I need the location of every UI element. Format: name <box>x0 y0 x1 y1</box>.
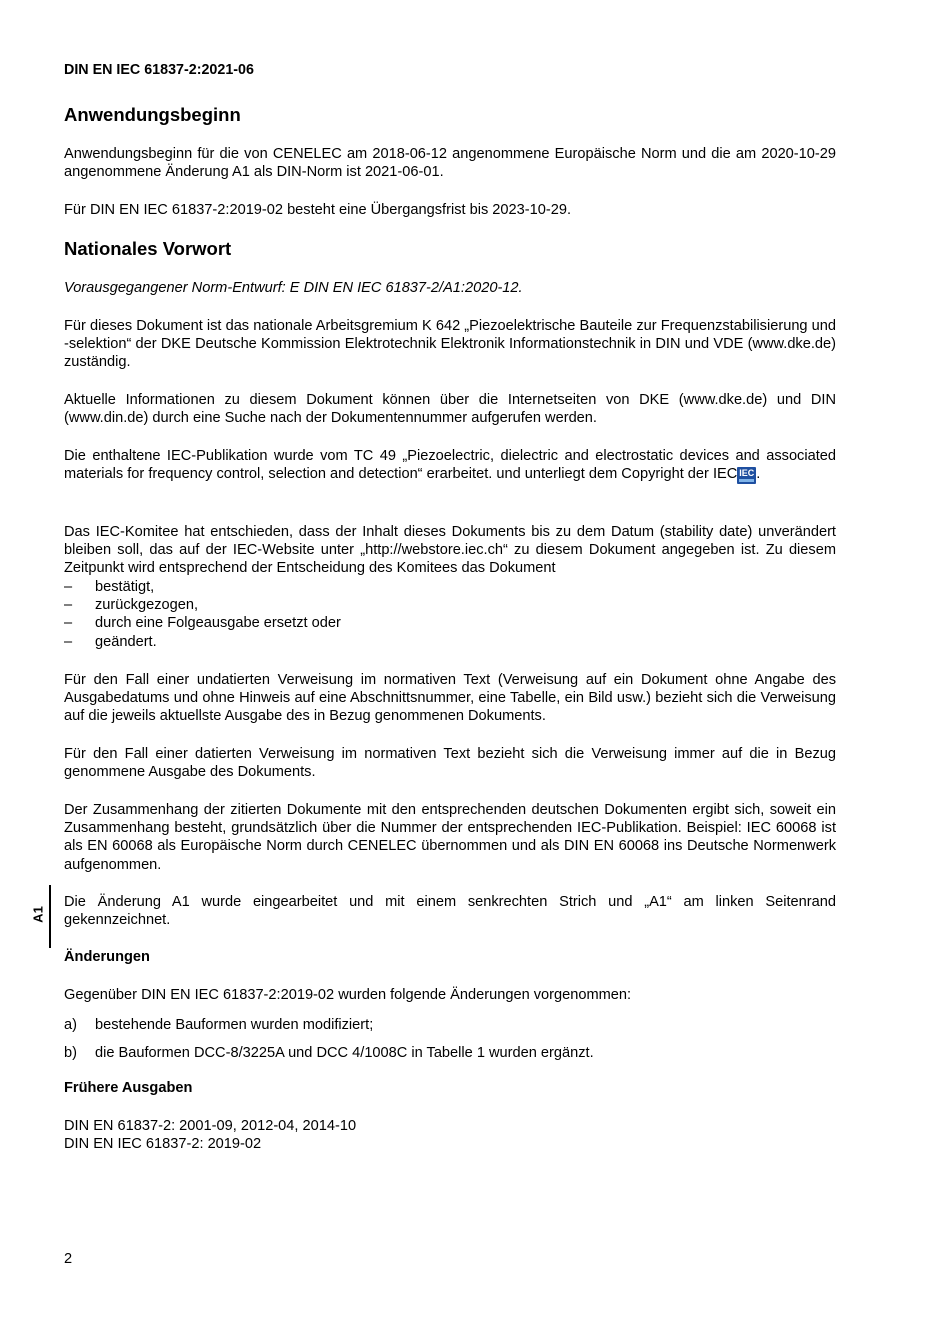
paragraph-uebergangsfrist: Für DIN EN IEC 61837-2:2019-02 besteht eine Übergangsfrist bis 2023-10-29. <box>64 202 572 218</box>
paragraph-datierte-verweisung: Für den Fall einer datierten Verweisung im normativen Text bezieht sich die Verweisung immer auf die in Bezug genommene Ausgabe des Dokuments. <box>64 746 836 781</box>
heading-aenderungen: Änderungen <box>64 949 150 965</box>
paragraph-iec-publikation: Die enthaltene IEC-Publikation wurde vom TC 49 „Piezoelectric, dielectric and electrostatic devices and associated materials for frequency control, selection and detection“ erarbeitet. und unterliegt dem Copyright der IEC IEC . <box>64 448 836 483</box>
amendment-margin-mark <box>28 897 48 947</box>
paragraph-aenderungen-intro: Gegenüber DIN EN IEC 61837-2:2019-02 wurden folgende Änderungen vorgenommen: <box>64 987 632 1003</box>
status-list <box>64 578 836 651</box>
heading-fruehere-ausgaben: Frühere Ausgaben <box>64 1080 193 1096</box>
heading-nationales-vorwort: Nationales Vorwort <box>64 238 232 259</box>
heading-anwendungsbeginn: Anwendungsbeginn <box>64 104 241 125</box>
list-item: b) die Bauformen DCC-8/3225A und DCC 4/1008C in Tabelle 1 wurden ergänzt. <box>64 1045 594 1062</box>
list-item: – zurückgezogen, <box>64 597 199 614</box>
paragraph-iec-komitee: Das IEC-Komitee hat entschieden, dass der Inhalt dieses Dokuments bis zu dem Datum (stability date) unverändert bleiben soll, das auf der IEC-Website unter „http://webstore.iec.ch“ zu diesem Dokument angegeben ist. Zu diesem Zeitpunkt wird entsprechend der Entscheidung des Komitees das Dokument <box>64 524 836 577</box>
paragraph-undatierte-verweisung: Für den Fall einer undatierten Verweisung im normativen Text (Verweisung auf ein Dokument ohne Angabe des Ausgabedatums und ohne Hinweis auf eine Abschnittsnummer, eine Tabelle, ein Bild usw.) bezieht sich die Verweisung auf die jeweils aktuellste Ausgabe des in Bezug genommenen Dokuments. <box>64 672 836 725</box>
paragraph-zusammenhang: Der Zusammenhang der zitierten Dokumente mit den entsprechenden deutschen Dokumenten ergibt sich, soweit ein Zusammenhang besteht, grundsätzlich über die Nummer der entsprechenden IEC-Publikation. Beispiel: IEC 60068 ist als EN 60068 als Europäische Norm durch CENELEC übernommen und als DIN EN 60068 ins Deutsche Normenwerk aufgenommen. <box>64 802 836 873</box>
amendment-vertical-bar <box>49 885 51 948</box>
iec-publication-text: Die enthaltene IEC-Publikation wurde vom TC 49 „Piezoelectric, dielectric and electrostatic devices and associated materials for frequency control, selection and detection“ erarbeitet. und unterliegt dem Copyright der IEC <box>64 448 836 483</box>
aenderungen-list <box>64 1016 836 1062</box>
list-item: – geändert. <box>64 633 157 650</box>
paragraph-arbeitsgremium: Für dieses Dokument ist das nationale Arbeitsgremium K 642 „Piezoelektrische Bauteile zur Frequenzstabilisierung und -selektion“ der DKE Deutsche Kommission Elektrotechnik Elektronik Informationstechnik in DIN und VDE (www.dke.de) zuständig. <box>64 318 836 371</box>
list-item: a) bestehende Bauformen wurden modifiziert; <box>64 1017 374 1033</box>
list-item: – durch eine Folgeausgabe ersetzt oder <box>64 615 341 632</box>
list-item: – bestätigt, <box>64 579 155 595</box>
fruehere-ausgaben-line-1: DIN EN 61837-2: 2001-09, 2012-04, 2014-10 <box>64 1118 357 1134</box>
paragraph-aktuelle-informationen: Aktuelle Informationen zu diesem Dokument können über die Internetseiten von DKE (www.dke.de) und DIN (www.din.de) durch eine Suche nach der Dokumentennummer aufgerufen werden. <box>64 392 836 427</box>
paragraph-anwendungsbeginn: Anwendungsbeginn für die von CENELEC am 2018-06-12 angenommene Europäische Norm und die am 2020-10-29 angenommene Änderung A1 als DIN-Norm ist 2021-06-01. <box>64 146 836 181</box>
paragraph-norm-entwurf: Vorausgegangener Norm-Entwurf: E DIN EN IEC 61837-2/A1:2020-12. <box>64 280 523 296</box>
page-number: 2 <box>64 1251 73 1267</box>
document-id-header: DIN EN IEC 61837-2:2021-06 <box>64 62 254 78</box>
paragraph-aenderung-a1: Die Änderung A1 wurde eingearbeitet und mit einem senkrechten Strich und „A1“ am linken Seitenrand gekennzeichnet. <box>64 894 836 929</box>
amendment-label: A1 <box>30 906 46 923</box>
iec-logo-icon: IEC <box>737 467 756 484</box>
fruehere-ausgaben-line-2: DIN EN IEC 61837-2: 2019-02 <box>64 1136 262 1152</box>
